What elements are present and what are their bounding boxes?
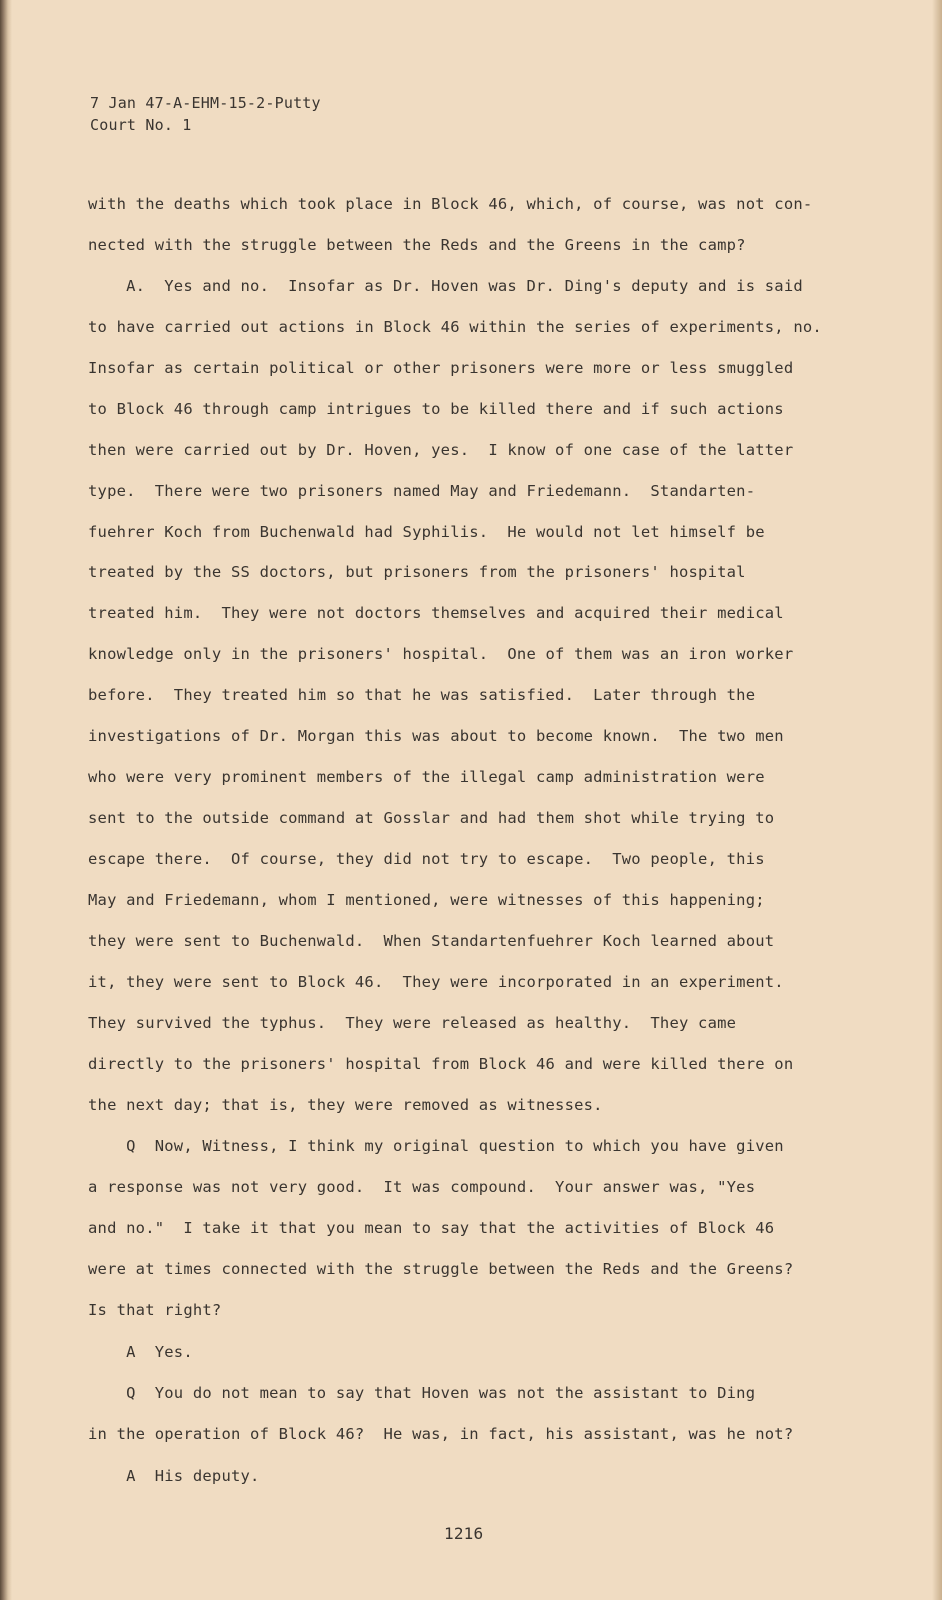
transcript-line: Is that right? (88, 1301, 222, 1319)
transcript-line: before. They treated him so that he was satisfied. Later through the (88, 686, 756, 704)
transcript-line: in the operation of Block 46? He was, in fact, his assistant, was he not? (88, 1425, 794, 1443)
document-header (90, 92, 321, 136)
transcript-line: sent to the outside command at Gosslar and had them shot while trying to (88, 809, 775, 827)
transcript-line: the next day; that is, they were removed as witnesses. (88, 1096, 603, 1114)
transcript-line: Q You do not mean to say that Hoven was not the assistant to Ding (88, 1384, 756, 1402)
transcript-line: then were carried out by Dr. Hoven, yes. I know of one case of the latter (88, 441, 794, 459)
transcript-line: directly to the prisoners' hospital from Block 46 and were killed there on (88, 1055, 794, 1073)
transcript-line: Insofar as certain political or other prisoners were more or less smuggled (88, 359, 794, 377)
transcript-line: who were very prominent members of the illegal camp administration were (88, 768, 765, 786)
transcript-line: knowledge only in the prisoners' hospital. One of them was an iron worker (88, 645, 794, 663)
transcript-line: a response was not very good. It was compound. Your answer was, "Yes (88, 1178, 756, 1196)
transcript-line: it, they were sent to Block 46. They were incorporated in an experiment. (88, 973, 784, 991)
transcript-line: were at times connected with the struggle between the Reds and the Greens? (88, 1260, 794, 1278)
transcript-line: to Block 46 through camp intrigues to be killed there and if such actions (88, 400, 784, 418)
header-reference: 7 Jan 47-A-EHM-15-2-Putty (90, 94, 321, 112)
transcript-line: investigations of Dr. Morgan this was about to become known. The two men (88, 727, 784, 745)
page-number: 1216 (444, 1524, 484, 1543)
transcript-line: A Yes. (88, 1343, 193, 1361)
transcript-line: They survived the typhus. They were released as healthy. They came (88, 1014, 737, 1032)
transcript-line: nected with the struggle between the Reds and the Greens in the camp? (88, 236, 746, 254)
transcript-line: treated by the SS doctors, but prisoners from the prisoners' hospital (88, 563, 746, 581)
transcript-line: and no." I take it that you mean to say that the activities of Block 46 (88, 1219, 775, 1237)
transcript-line: type. There were two prisoners named May and Friedemann. Standarten- (88, 482, 756, 500)
transcript-line: treated him. They were not doctors themselves and acquired their medical (88, 604, 784, 622)
transcript-line: A. Yes and no. Insofar as Dr. Hoven was Dr. Ding's deputy and is said (88, 277, 803, 295)
transcript-line: they were sent to Buchenwald. When Standartenfuehrer Koch learned about (88, 932, 775, 950)
transcript-line: fuehrer Koch from Buchenwald had Syphilis. He would not let himself be (88, 523, 765, 541)
transcript-line: escape there. Of course, they did not try to escape. Two people, this (88, 850, 765, 868)
transcript-line: Q Now, Witness, I think my original question to which you have given (88, 1137, 784, 1155)
transcript-line: A His deputy. (88, 1467, 260, 1485)
transcript-line: May and Friedemann, whom I mentioned, were witnesses of this happening; (88, 891, 765, 909)
transcript-line: with the deaths which took place in Block 46, which, of course, was not con- (88, 195, 813, 213)
header-court: Court No. 1 (90, 116, 192, 134)
transcript-line: to have carried out actions in Block 46 within the series of experiments, no. (88, 318, 822, 336)
